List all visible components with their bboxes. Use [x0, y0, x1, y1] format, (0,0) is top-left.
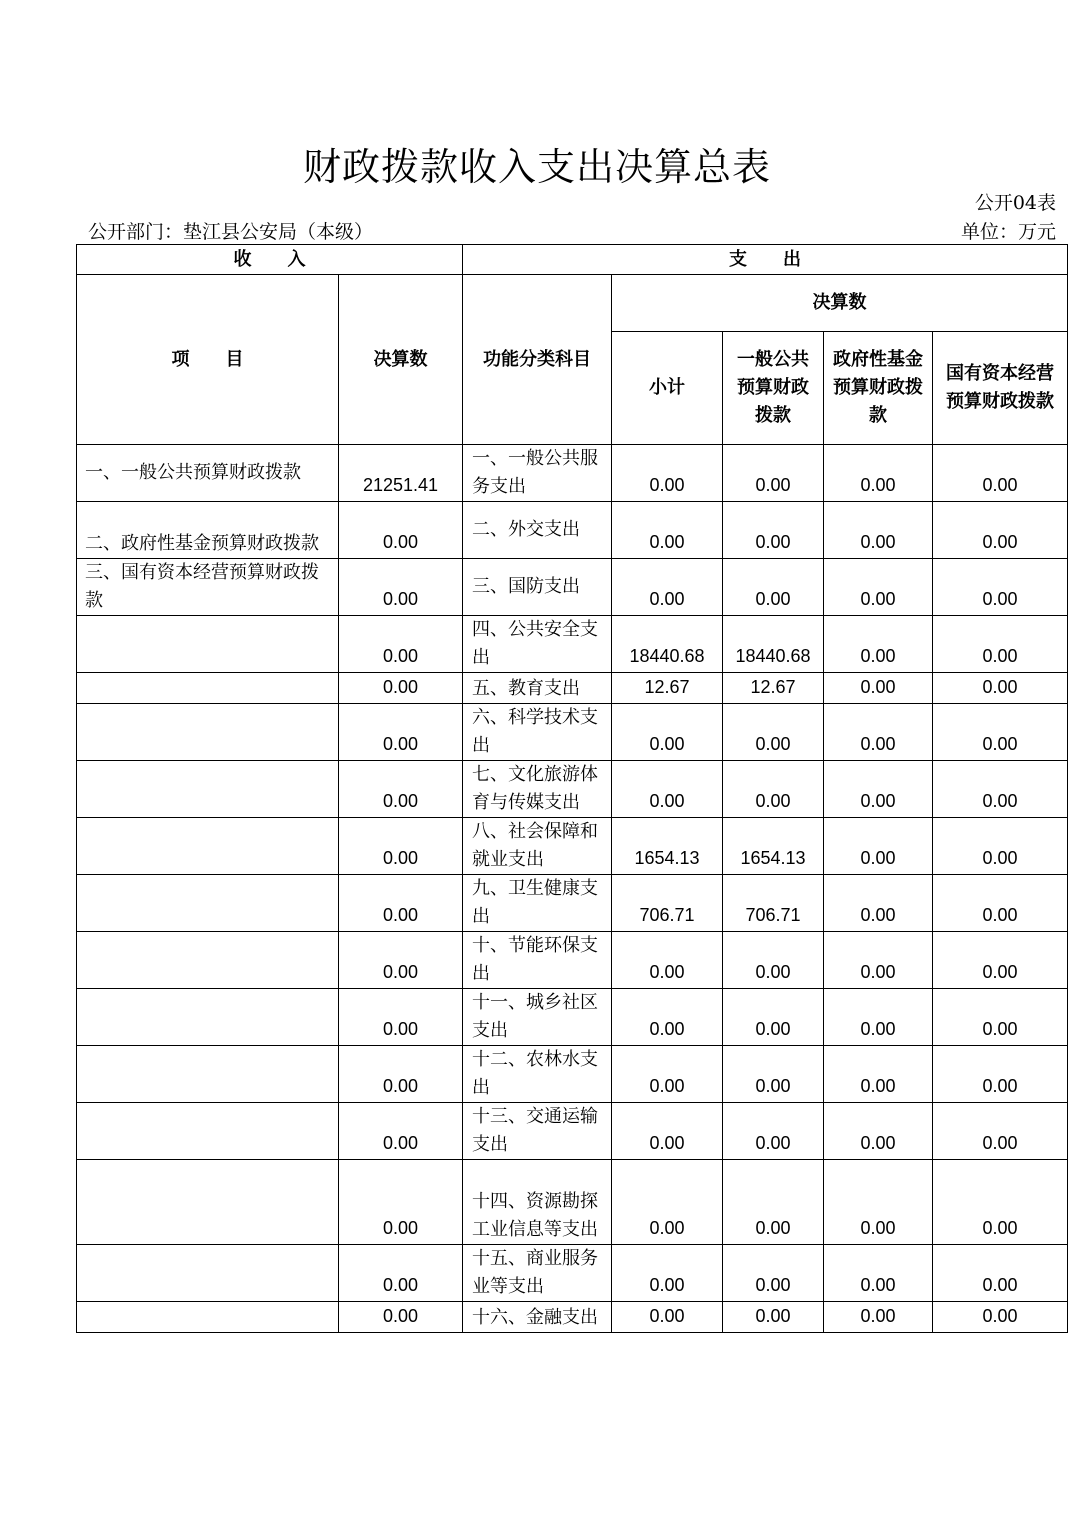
- gov-fund-cell: 0.00: [824, 445, 933, 502]
- general-public-cell: 0.00: [723, 1302, 824, 1333]
- general-public-cell: 0.00: [723, 445, 824, 502]
- gov-fund-cell: 0.00: [824, 932, 933, 989]
- general-public-cell: 706.71: [723, 875, 824, 932]
- budget-table: [76, 244, 1068, 1333]
- income-amount-cell: 0.00: [339, 1046, 463, 1103]
- income-amount-cell: 0.00: [339, 989, 463, 1046]
- income-item-cell: [77, 875, 339, 932]
- state-capital-cell: 0.00: [933, 1160, 1068, 1245]
- function-subject-header: 功能分类科目: [463, 275, 612, 445]
- income-header: 收 入: [77, 245, 463, 275]
- function-subject-cell: 三、国防支出: [463, 559, 612, 616]
- gov-fund-cell: 0.00: [824, 704, 933, 761]
- income-item-cell: [77, 673, 339, 704]
- state-capital-cell: 0.00: [933, 875, 1068, 932]
- income-amount-cell: 0.00: [339, 704, 463, 761]
- general-public-cell: 0.00: [723, 704, 824, 761]
- form-number: 公开04表: [974, 192, 1056, 214]
- state-capital-cell: 0.00: [933, 673, 1068, 704]
- state-capital-cell: 0.00: [933, 1302, 1068, 1333]
- table-row: [77, 445, 1068, 502]
- general-public-cell: 1654.13: [723, 818, 824, 875]
- gov-fund-header: 政府性基金预算财政拨款: [824, 332, 933, 445]
- general-public-cell: 0.00: [723, 1046, 824, 1103]
- state-capital-cell: 0.00: [933, 502, 1068, 559]
- gov-fund-cell: 0.00: [824, 761, 933, 818]
- table-row: [77, 932, 1068, 989]
- table-row: [77, 1245, 1068, 1302]
- state-capital-cell: 0.00: [933, 616, 1068, 673]
- function-subject-cell: 七、文化旅游体育与传媒支出: [463, 761, 612, 818]
- function-subject-cell: 一、一般公共服务支出: [463, 445, 612, 502]
- unit-label: 单位：万元: [960, 221, 1056, 243]
- function-subject-cell: 十六、金融支出: [463, 1302, 612, 1333]
- state-capital-header: 国有资本经营预算财政拨款: [933, 332, 1068, 445]
- state-capital-cell: 0.00: [933, 1245, 1068, 1302]
- state-capital-cell: 0.00: [933, 1046, 1068, 1103]
- function-subject-cell: 十一、城乡社区支出: [463, 989, 612, 1046]
- general-public-cell: 0.00: [723, 1103, 824, 1160]
- state-capital-cell: 0.00: [933, 989, 1068, 1046]
- table-row: [77, 1103, 1068, 1160]
- gov-fund-cell: 0.00: [824, 1302, 933, 1333]
- income-amount-cell: 0.00: [339, 502, 463, 559]
- income-item-cell: 三、国有资本经营预算财政拨款: [77, 559, 339, 616]
- income-item-cell: 二、政府性基金预算财政拨款: [77, 502, 339, 559]
- subtotal-cell: 706.71: [612, 875, 723, 932]
- general-public-cell: 18440.68: [723, 616, 824, 673]
- subtotal-cell: 0.00: [612, 502, 723, 559]
- gov-fund-cell: 0.00: [824, 818, 933, 875]
- subtotal-cell: 0.00: [612, 1046, 723, 1103]
- general-public-cell: 0.00: [723, 1160, 824, 1245]
- general-public-cell: 0.00: [723, 989, 824, 1046]
- table-row: [77, 559, 1068, 616]
- subtotal-cell: 0.00: [612, 1103, 723, 1160]
- function-subject-cell: 十二、农林水支出: [463, 1046, 612, 1103]
- page-title: 财政拨款收入支出决算总表: [302, 145, 771, 189]
- general-public-header: 一般公共预算财政拨款: [723, 332, 824, 445]
- gov-fund-cell: 0.00: [824, 875, 933, 932]
- subtotal-cell: 0.00: [612, 761, 723, 818]
- state-capital-cell: 0.00: [933, 559, 1068, 616]
- function-subject-cell: 十、节能环保支出: [463, 932, 612, 989]
- general-public-cell: 0.00: [723, 1245, 824, 1302]
- function-subject-cell: 四、公共安全支出: [463, 616, 612, 673]
- general-public-cell: 0.00: [723, 502, 824, 559]
- function-subject-cell: 十五、商业服务业等支出: [463, 1245, 612, 1302]
- table-row: [77, 1302, 1068, 1333]
- state-capital-cell: 0.00: [933, 761, 1068, 818]
- table-row: [77, 616, 1068, 673]
- income-amount-cell: 0.00: [339, 1302, 463, 1333]
- subtotal-cell: 0.00: [612, 1160, 723, 1245]
- income-amount-cell: 21251.41: [339, 445, 463, 502]
- expense-header: 支 出: [463, 245, 1068, 275]
- general-public-cell: 0.00: [723, 761, 824, 818]
- income-item-cell: 一、一般公共预算财政拨款: [77, 445, 339, 502]
- subtotal-cell: 0.00: [612, 704, 723, 761]
- subtotal-header: 小计: [612, 332, 723, 445]
- income-amount-cell: 0.00: [339, 1160, 463, 1245]
- income-amount-cell: 0.00: [339, 1245, 463, 1302]
- income-item-cell: [77, 761, 339, 818]
- income-item-cell: [77, 1103, 339, 1160]
- subtotal-cell: 0.00: [612, 1245, 723, 1302]
- income-item-cell: [77, 932, 339, 989]
- subtotal-cell: 1654.13: [612, 818, 723, 875]
- subtotal-cell: 0.00: [612, 559, 723, 616]
- table-row: [77, 989, 1068, 1046]
- income-amount-cell: 0.00: [339, 673, 463, 704]
- table-row: [77, 502, 1068, 559]
- table-row: [77, 673, 1068, 704]
- gov-fund-cell: 0.00: [824, 1103, 933, 1160]
- table-row: [77, 818, 1068, 875]
- income-amount-cell: 0.00: [339, 559, 463, 616]
- item-header: 项 目: [77, 275, 339, 445]
- income-amount-cell: 0.00: [339, 761, 463, 818]
- income-item-cell: [77, 704, 339, 761]
- state-capital-cell: 0.00: [933, 932, 1068, 989]
- gov-fund-cell: 0.00: [824, 989, 933, 1046]
- table-row: [77, 704, 1068, 761]
- gov-fund-cell: 0.00: [824, 502, 933, 559]
- gov-fund-cell: 0.00: [824, 1160, 933, 1245]
- income-amount-cell: 0.00: [339, 875, 463, 932]
- state-capital-cell: 0.00: [933, 445, 1068, 502]
- function-subject-cell: 九、卫生健康支出: [463, 875, 612, 932]
- income-item-cell: [77, 818, 339, 875]
- table-row: [77, 1160, 1068, 1245]
- subtotal-cell: 0.00: [612, 1302, 723, 1333]
- subtotal-cell: 18440.68: [612, 616, 723, 673]
- income-amount-cell: 0.00: [339, 1103, 463, 1160]
- income-amount-cell: 0.00: [339, 932, 463, 989]
- function-subject-cell: 二、外交支出: [463, 502, 612, 559]
- subtotal-cell: 0.00: [612, 989, 723, 1046]
- function-subject-cell: 八、社会保障和就业支出: [463, 818, 612, 875]
- function-subject-cell: 十三、交通运输支出: [463, 1103, 612, 1160]
- income-item-cell: [77, 989, 339, 1046]
- subtotal-cell: 0.00: [612, 445, 723, 502]
- department-label: 公开部门：垫江县公安局（本级）: [88, 221, 374, 243]
- general-public-cell: 0.00: [723, 559, 824, 616]
- income-item-cell: [77, 1302, 339, 1333]
- income-amount-header: 决算数: [339, 275, 463, 445]
- gov-fund-cell: 0.00: [824, 673, 933, 704]
- gov-fund-cell: 0.00: [824, 1245, 933, 1302]
- income-item-cell: [77, 1160, 339, 1245]
- state-capital-cell: 0.00: [933, 1103, 1068, 1160]
- gov-fund-cell: 0.00: [824, 1046, 933, 1103]
- expense-amount-header: 决算数: [612, 275, 1068, 332]
- income-amount-cell: 0.00: [339, 616, 463, 673]
- function-subject-cell: 六、科学技术支出: [463, 704, 612, 761]
- gov-fund-cell: 0.00: [824, 616, 933, 673]
- income-item-cell: [77, 1245, 339, 1302]
- general-public-cell: 12.67: [723, 673, 824, 704]
- function-subject-cell: 十四、资源勘探工业信息等支出: [463, 1160, 612, 1245]
- general-public-cell: 0.00: [723, 932, 824, 989]
- gov-fund-cell: 0.00: [824, 559, 933, 616]
- state-capital-cell: 0.00: [933, 704, 1068, 761]
- state-capital-cell: 0.00: [933, 818, 1068, 875]
- subtotal-cell: 0.00: [612, 932, 723, 989]
- income-amount-cell: 0.00: [339, 818, 463, 875]
- subtotal-cell: 12.67: [612, 673, 723, 704]
- income-item-cell: [77, 616, 339, 673]
- function-subject-cell: 五、教育支出: [463, 673, 612, 704]
- income-item-cell: [77, 1046, 339, 1103]
- table-row: [77, 1046, 1068, 1103]
- table-row: [77, 761, 1068, 818]
- table-row: [77, 875, 1068, 932]
